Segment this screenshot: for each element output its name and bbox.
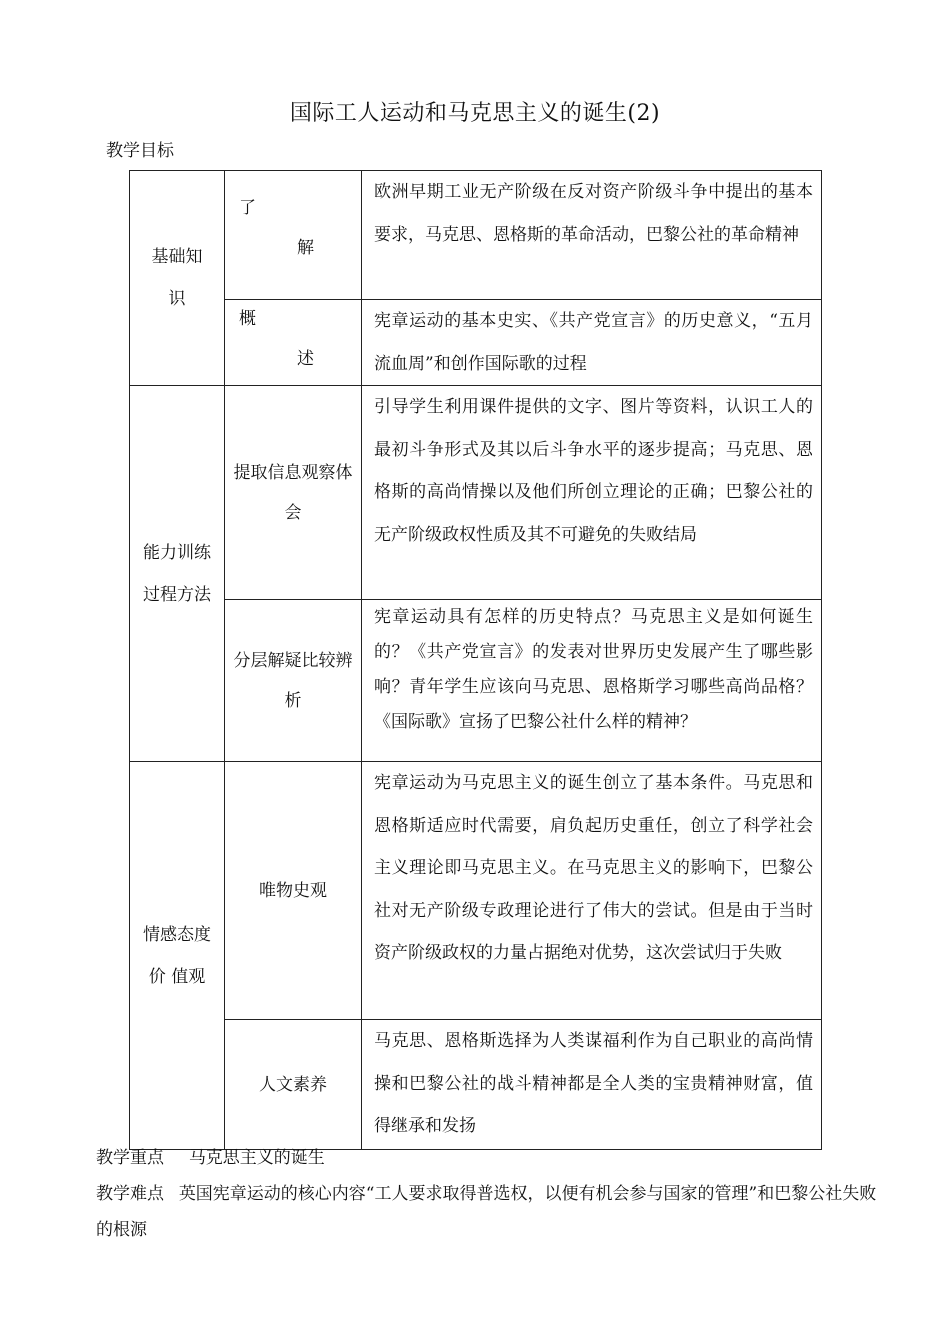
category-cell <box>130 762 225 1150</box>
document-title: 国际工人运动和马克思主义的诞生(2) <box>289 101 661 126</box>
description-cell: 宪章运动为马克思主义的诞生创立了基本条件。马克思和恩格斯适应时代需要，肩负起历史重任，创立了科学社会主义理论即马克思主义。在马克思主义的影响下，巴黎公社对无产阶级专政理论进行了伟大的尝试。但是由于当时资产阶级政权的力量占据绝对优势，这次尝试归于失败 <box>362 762 822 1020</box>
difficulty-block <box>96 1176 886 1248</box>
difficulty-label: 教学难点 <box>96 1184 164 1204</box>
description-cell: 宪章运动具有怎样的历史特点？马克思主义是如何诞生的？《共产党宣言》的发表对世界历史发展产生了哪些影响？青年学生应该向马克思、恩格斯学习哪些高尚品格？《国际歌》宣扬了巴黎公社什么样的精神？ <box>362 600 822 762</box>
objectives-heading: 教学目标 <box>106 141 174 161</box>
subtype-label: 唯物史观 <box>259 880 327 901</box>
objectives-table <box>129 170 822 1150</box>
category-label: 能力训练过程方法 <box>143 542 211 605</box>
subtype-label-part: 了 <box>239 198 256 218</box>
subtype-cell <box>225 171 362 300</box>
table-row <box>130 300 822 386</box>
subtype-label: 分层解疑比较辨析 <box>233 650 353 711</box>
description-cell: 宪章运动的基本史实、《共产党宣言》的历史意义，“五月流血周”和创作国际歌的过程 <box>362 300 822 386</box>
category-label: 情感态度价 值观 <box>143 924 211 987</box>
key-point-text: 马克思主义的诞生 <box>188 1148 325 1168</box>
subtype-cell <box>225 386 362 600</box>
category-cell <box>130 171 225 386</box>
subtype-cell <box>225 1020 362 1150</box>
subtype-cell <box>225 762 362 1020</box>
category-cell <box>130 386 225 762</box>
table-row <box>130 1020 822 1150</box>
description-cell: 欧洲早期工业无产阶级在反对资产阶级斗争中提出的基本要求，马克思、恩格斯的革命活动，巴黎公社的革命精神 <box>362 171 822 300</box>
key-point-label: 教学重点 <box>96 1148 164 1168</box>
subtype-label: 提取信息观察体会 <box>233 462 353 523</box>
table-row <box>130 171 822 300</box>
description-cell: 引导学生利用课件提供的文字、图片等资料，认识工人的最初斗争形式及其以后斗争水平的逐步提高；马克思、恩格斯的高尚情操以及他们所创立理论的正确；巴黎公社的无产阶级政权性质及其不可避免的失败结局 <box>362 386 822 600</box>
subtype-cell <box>225 300 362 386</box>
category-label: 基础知识 <box>151 247 203 309</box>
table-row <box>130 600 822 762</box>
subtype-cell <box>225 600 362 762</box>
key-point-line <box>96 1140 325 1176</box>
table-row <box>130 762 822 1020</box>
subtype-label: 人文素养 <box>259 1074 327 1095</box>
subtype-label-part: 概 <box>239 309 256 329</box>
subtype-label-part: 述 <box>297 349 314 369</box>
table-row <box>130 386 822 600</box>
difficulty-text: 英国宪章运动的核心内容“工人要求取得普选权，以便有机会参与国家的管理”和巴黎公社失败的根源 <box>96 1184 877 1240</box>
subtype-label-part: 解 <box>297 238 314 258</box>
description-cell: 马克思、恩格斯选择为人类谋福利作为自己职业的高尚情操和巴黎公社的战斗精神都是全人类的宝贵精神财富，值得继承和发扬 <box>362 1020 822 1150</box>
